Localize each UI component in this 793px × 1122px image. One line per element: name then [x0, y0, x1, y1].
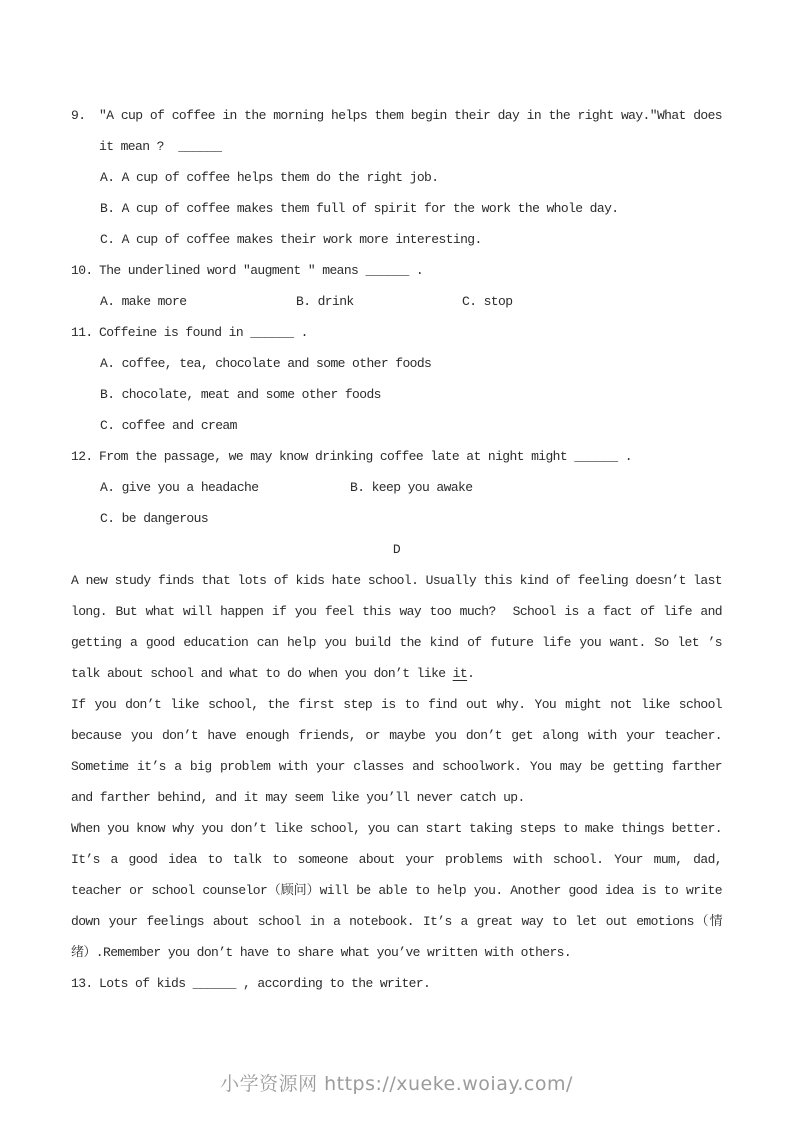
question-12-option-b: B. keep you awake — [350, 480, 473, 495]
passage-paragraph-1-text: A new study finds that lots of kids hate school. Usually this kind of feeling doesn’t last long. But what will happen if you feel this way too much? School is a fact of life and getting a good education can help you build the kind of future life you want. So let ’s talk about school and what to do when you don’t like — [71, 573, 730, 681]
question-10-option-c: C. stop — [462, 294, 513, 309]
question-9-option-a: A. A cup of coffee helps them do the right job. — [100, 170, 439, 185]
passage-section-label: D — [392, 542, 401, 557]
question-12-options — [100, 472, 722, 503]
question-12-number: 12. — [71, 449, 93, 464]
question-13 — [71, 968, 722, 999]
question-9-number: 9. — [71, 108, 86, 123]
question-11-option-b: B. chocolate, meat and some other foods — [100, 387, 381, 402]
question-10 — [71, 255, 722, 286]
question-12 — [71, 441, 722, 472]
question-13-number: 13. — [71, 976, 93, 991]
passage-paragraph-1 — [71, 565, 730, 689]
question-10-number: 10. — [71, 263, 93, 278]
passage-paragraph-2: If you don’t like school, the first step is to find out why. You might not like school because you don’t have enough friends, or maybe you don’t get along with your teacher. Sometime it’s a big problem with your classes and schoolwork. You may be getting farther and farther behind, and it may seem like you’ll never catch up. — [71, 697, 730, 805]
watermark-footer: 小学资源网 https://xueke.woiay.com/ — [220, 1073, 573, 1095]
question-9-text: ″A cup of coffee in the morning helps them begin their day in the right way.″What does it mean ? ______ — [99, 108, 730, 154]
underlined-word-it: it — [452, 666, 468, 681]
question-11 — [71, 317, 722, 348]
passage-paragraph-3: When you know why you don’t like school, you can start taking steps to make things better. It’s a good idea to talk to someone about your problems with school. Your mum, dad, teacher or school counselor（顾问）will be able to help you. Another good idea is to write down your feelings about school in a notebook. It’s a great way to let out emotions（情绪）.Remember you don’t have to share what you’ve written with others. — [71, 821, 730, 960]
question-12-option-a: A. give you a headache — [100, 480, 259, 495]
question-11-option-a: A. coffee, tea, chocolate and some other foods — [100, 356, 432, 371]
question-12-option-c: C. be dangerous — [100, 511, 209, 526]
question-9-option-b: B. A cup of coffee makes them full of spirit for the work the whole day. — [100, 201, 619, 216]
passage-paragraph-1-end: . — [467, 666, 475, 681]
question-9-option-c: C. A cup of coffee makes their work more interesting. — [100, 232, 482, 247]
question-11-number: 11. — [71, 325, 93, 340]
question-10-option-b: B. drink — [296, 294, 354, 309]
question-9 — [71, 100, 730, 162]
question-11-text: Coffeine is found in ______ . — [99, 325, 308, 340]
question-12-text: From the passage, we may know drinking coffee late at night might ______ . — [99, 449, 632, 464]
exam-content — [71, 100, 730, 999]
question-10-options — [100, 286, 722, 317]
question-13-text: Lots of kids ______ , according to the writer. — [99, 976, 431, 991]
question-10-text: The underlined word ″augment ″ means ______ . — [99, 263, 424, 278]
question-11-option-c: C. coffee and cream — [100, 418, 237, 433]
question-10-option-a: A. make more — [100, 294, 187, 309]
